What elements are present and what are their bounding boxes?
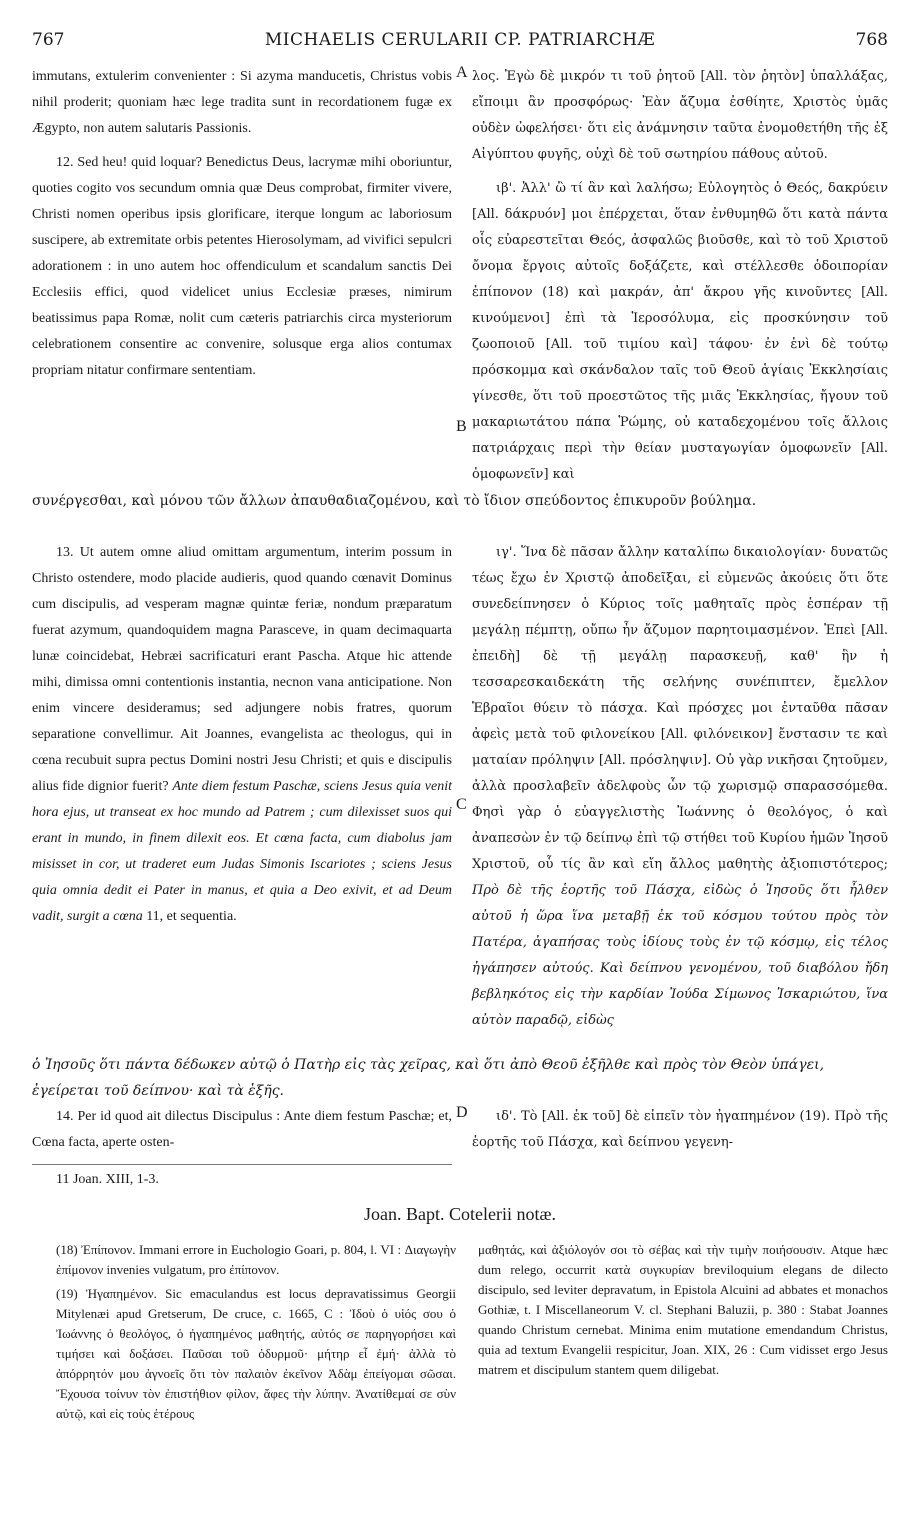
greek-column-top [472, 64, 888, 488]
page-number-left: 767 [32, 30, 65, 50]
greek-column-bottom [472, 1104, 888, 1156]
footnote-rule [32, 1164, 452, 1165]
greek-paragraph-14: ιδ'. Τὸ [All. ἐκ τοῦ] δὲ εἰπεῖν τὸν ἠγαπημένον (19). Πρὸ τῆς ἑορτῆς τοῦ Πάσχα, καὶ δείπνου γεγενη- [472, 1109, 888, 1150]
latin-scripture-quote: Ante diem festum Paschæ, sciens Jesus quia venit hora ejus, ut transeat ex hoc mundo ad Patrem ; cum dilexisset suos qui erant in mundo, in finem dilexit eos. Et cœna facta, cum diabolus jam misisset in cor, ut traderet eum Judas Simonis Iscariotes ; sciens Jesus quia omnia dedit ei Pater in manus, et quia a Deo exivit, et ad Deum vadit, surgit a cœna [32, 779, 453, 924]
latin-paragraph: immutans, extulerim convenienter : Si azyma manducetis, Christus vobis nihil proderit; quoniam hæc lege tradita sunt in recordationem fugæ ex Ægypto, non autem salutaris Passionis. [32, 69, 452, 136]
page-header [32, 30, 888, 56]
full-width-greek-line-2: ὁ Ἰησοῦς ὅτι πάντα δέδωκεν αὐτῷ ὁ Πατὴρ εἰς τὰς χεῖρας, καὶ ὅτι ἀπὸ Θεοῦ ἐξῆλθε καὶ πρὸς τὸν Θεὸν ὑπάγει, ἐγείρεται τοῦ δείπνου· καὶ τὰ ἑξῆς. [32, 1057, 825, 1099]
greek-paragraph-13 [472, 540, 888, 1034]
margin-marker-c: C [456, 796, 467, 813]
notes-right-column [478, 1240, 888, 1384]
note-18: (18) Ἐπίπονον. Immani errore in Euchologio Goari, p. 804, l. VI : Διαγωγὴν ἐπίμονον invenies vulgatum, pro ἐπίπονον. [56, 1242, 456, 1277]
greek-paragraph: λος. Ἐγὼ δὲ μικρόν τι τοῦ ῥητοῦ [All. τὸν ῥητὸν] ὑπαλλάξας, εἴποιμι ἂν προσφόρως· Ἐὰν ἄζυμα ἐσθίητε, Χριστὸς ὑμᾶς οὐδὲν ὠφελήσει· ὅτι εἰς ἀνάμνησιν ταῦτα ἐνομοθετήθη τῆς ἐξ Αἰγύπτου φυγῆς, οὐχὶ δὲ τοῦ σωτηρίου πάθους αὐτοῦ. [472, 69, 888, 162]
full-width-greek-line: συνέργεσθαι, καὶ μόνου τῶν ἄλλων ἀπαυθαδιαζομένου, καὶ τὸ ἴδιον σπεύδοντος ἐπικυροῦν βούλημα. [32, 493, 757, 509]
page-number-right: 768 [855, 30, 888, 50]
latin-column-mid [32, 540, 452, 930]
latin-text-tail: 11, et sequentia. [146, 909, 237, 924]
notes-title: Joan. Bapt. Cotelerii notæ. [364, 1204, 556, 1224]
latin-paragraph-14: 14. Per id quod ait dilectus Discipulus : Ante diem festum Paschæ; et, Cœna facta, aperte osten- [32, 1109, 452, 1150]
latin-column-bottom [32, 1104, 452, 1156]
greek-paragraph: ιβ'. Ἀλλ' ὢ τί ἂν καὶ λαλήσω; Εὐλογητὸς ὁ Θεός, δακρύειν [All. δάκρυόν] μοι ἐπέρχεται, ὅταν ἐνθυμηθῶ ὅτι κατὰ πάντα οἷς εὐαρεστεῖται Θεός, ἀσφαλῶς βιοῦσθε, καὶ τὸ τοῦ Χριστοῦ ὄνομα ἔργοις αὐτοῖς δοξάζετε, καὶ στέλλεσθε ὁδοιπορίαν ἐπίπονον (18) καὶ μακράν, ἀπ' ἄκρου γῆς κινοῦντες [All. κινούμενοι] ἐπὶ τὰ Ἱεροσόλυμα, εἰς προσκύνησιν τοῦ ζωοποιοῦ [All. τοῦ τιμίου καὶ] τάφου· ἐν ἑνὶ δὲ τούτῳ πρόσκομμα καὶ σκάνδαλον ταῖς τοῦ Θεοῦ ἁγίαις Ἐκκλησίαις γίνεσθε, ὅτι τοῦ προεστῶτος τῆς μιᾶς Ἐκκλησίας, ἤγουν τοῦ μακαριωτάτου πάπα Ῥώμης, οὐ καταδεχομένου τοῖς ἄλλοις πατριάρχαις περὶ τὴν θείαν μυσταγωγίαν ὁμοφωνεῖν [All. ὁμοφωνεῖν] καὶ [472, 181, 888, 482]
running-title: MICHAELIS CERULARII CP. PATRIARCHÆ [264, 30, 656, 50]
latin-text: 13. Ut autem omne aliud omittam argumentum, interim possum in Christo ostendere, modo placide audieris, quod quando cœnavit Dominus cum discipulis, ad vesperam magnæ quintæ feriæ, nondum præparatum fuerat azymum, quandoquidem magna Parasceve, in quam decimaquarta lunæ coincidebat, Hebræi sacrificaturi erant Pascha. Atque hic attende mihi, dimissa omni contentionis instantia, necnon vana anticipatione. Non enim vincere desideramus; sed adjungere nobis fratres, quorum separatione convellimur. Ait Joannes, evangelista ac theologus, qui in cœna recubuit supra pectus Domini nostri Jesu Christi; et quis e discipulis alius fide dignior fuerit? [32, 545, 452, 794]
greek-scripture-quote: Πρὸ δὲ τῆς ἑορτῆς τοῦ Πάσχα, εἰδὼς ὁ Ἰησοῦς ὅτι ἦλθεν αὐτοῦ ἡ ὥρα ἵνα μεταβῇ ἐκ τοῦ κόσμου τούτου πρὸς τὸν Πατέρα, ἀγαπήσας τοὺς ἰδίους τοὺς ἐν τῷ κόσμῳ, εἰς τέλος ἠγάπησεν αὐτούς. Καὶ δείπνου γενομένου, τοῦ διαβόλου ἤδη βεβληκότος εἰς τὴν καρδίαν Ἰούδα Σίμωνος Ἰσκαριώτου, ἵνα αὐτὸν παραδῷ, εἰδὼς [472, 883, 888, 1028]
greek-column-mid [472, 540, 888, 1034]
note-continuation: μαθητάς, καὶ ἀξιόλογόν σοι τὸ σέβας καὶ τὴν τιμὴν ποιήσουσιν. Atque hæc dum relego, occurrit κατὰ συγκυρίαν breviloquium elegans de dilecto discipulo, sed leviter depravatum, in Epistola Alcuini ad abbates et monachos Gothiæ, t. I Miscellaneorum V. cl. Stephani Baluzii, p. 380 : Stabat Joannes quando Christum cernebat. Minima enim mutatione emendandum Christus, quia ad textum Evangelii respicitur, Joan. XIX, 26 : Cum vidisset ergo Jesus matrem et discipulum stantem quem diligebat. [478, 1242, 888, 1377]
latin-paragraph: 12. Sed heu! quid loquar? Benedictus Deus, lacrymæ mihi oboriuntur, quoties cogito vos secundum omnia quæ Deus comprobat, firmiter vivere, Christi nomen operibus ipsis glorificare, iterque longum ac laboriosum suscipere, ab extremitate orbis petentes Hierosolymam, ad vivifici sepulcri adorationem : in uno autem hoc offendiculum et scandalum sanctis Dei Ecclesiis effici, quod videlicet unius Ecclesiæ præses, nimirum beatissimus papa Romæ, nolit cum cæteris patriarchis circa mysteriorum celebrationem consentire ac convenire, solusque erga alios contumax propriam nitatur confirmare sententiam. [32, 155, 452, 378]
margin-marker-a: A [456, 64, 468, 81]
footnote: 11 Joan. XIII, 1-3. [56, 1172, 159, 1187]
greek-text: ιγ'. Ἵνα δὲ πᾶσαν ἄλλην καταλίπω δικαιολογίαν· δυνατῶς τέως ἔχω ἐν Χριστῷ ἀποδεῖξαι, εἰ εὐμενῶς ἀκούεις ὅτι ὅτε συνεδείπνησεν ὁ Κύριος τοῖς μαθηταῖς πρὸς ἑσπέραν τῇ μεγάλῃ πέμπτῃ, οὔπω ἦν ἄζυμον παρητοιμασμένον. Ἐπεὶ [All. ἐπειδὴ] δὲ τῇ μεγάλῃ παρασκευῇ, καθ' ἣν ἡ τεσσαρεσκαιδεκάτη τῆς σελήνης συνέπιπτεν, ἔμελλον Ἑβραῖοι θύειν τὸ πάσχα. Καὶ πρόσχες μοι ἐνταῦθα πᾶσαν ἀφεὶς μετὰ τοῦ φιλονείκου [All. φιλόνεικον] ἔνστασιν τε καὶ ματαίαν πρόληψιν [All. πρόσληψιν]. Οὐ γὰρ νικῆσαι ζητοῦμεν, ἀλλὰ προσλαβεῖν ἀδελφοὺς ὧν τῷ χωρισμῷ σπαρασσόμεθα. Φησὶ γὰρ ὁ εὐαγγελιστὴς Ἰωάννης ὁ θεολόγος, ὁ καὶ ἀναπεσὼν ἐν τῷ δείπνῳ ἐπὶ τῷ στήθει τοῦ Κυρίου ἡμῶν Ἰησοῦ Χριστοῦ, οὗ τίς ἂν καὶ εἴη ἄλλος μαθητὴς ἀξιοπιστότερος; [472, 545, 888, 872]
latin-column-top [32, 64, 452, 384]
notes-left-column [56, 1240, 456, 1428]
margin-marker-b: B [456, 418, 467, 435]
margin-marker-d: D [456, 1104, 468, 1121]
note-19: (19) Ἠγαπημένον. Sic emaculandus est locus depravatissimus Georgii Mitylenæi apud Gretserum, De cruce, c. 1665, C : Ἰδοὺ ὁ υἱός σου ὁ Ἰωάννης ὁ θεολόγος, ὁ ἠγαπημένος μαθητής, αὐτός σε παρηγορήσει καὶ τιμήσει καὶ δοξάσει. Παῦσαι τοῦ ὀδυρμοῦ· μήτηρ εἶ ἐμή· ἀλλὰ τὸ ἀπόρρητόν μου ἀγνοεῖς ὅτι τὸν παλαιὸν ἐκεῖνον Ἀδὰμ ἐπείγομαι σῶσαι. Ἔχουσα τοίνυν τὸν ἐπιστήθιον φίλον, ἄφες τὴν λύπην. Ἀνατίθεμαί σε σὺν αὐτῷ, καὶ εἰς τοὺς ἑτέρους [56, 1286, 456, 1421]
latin-paragraph-13 [32, 540, 452, 930]
